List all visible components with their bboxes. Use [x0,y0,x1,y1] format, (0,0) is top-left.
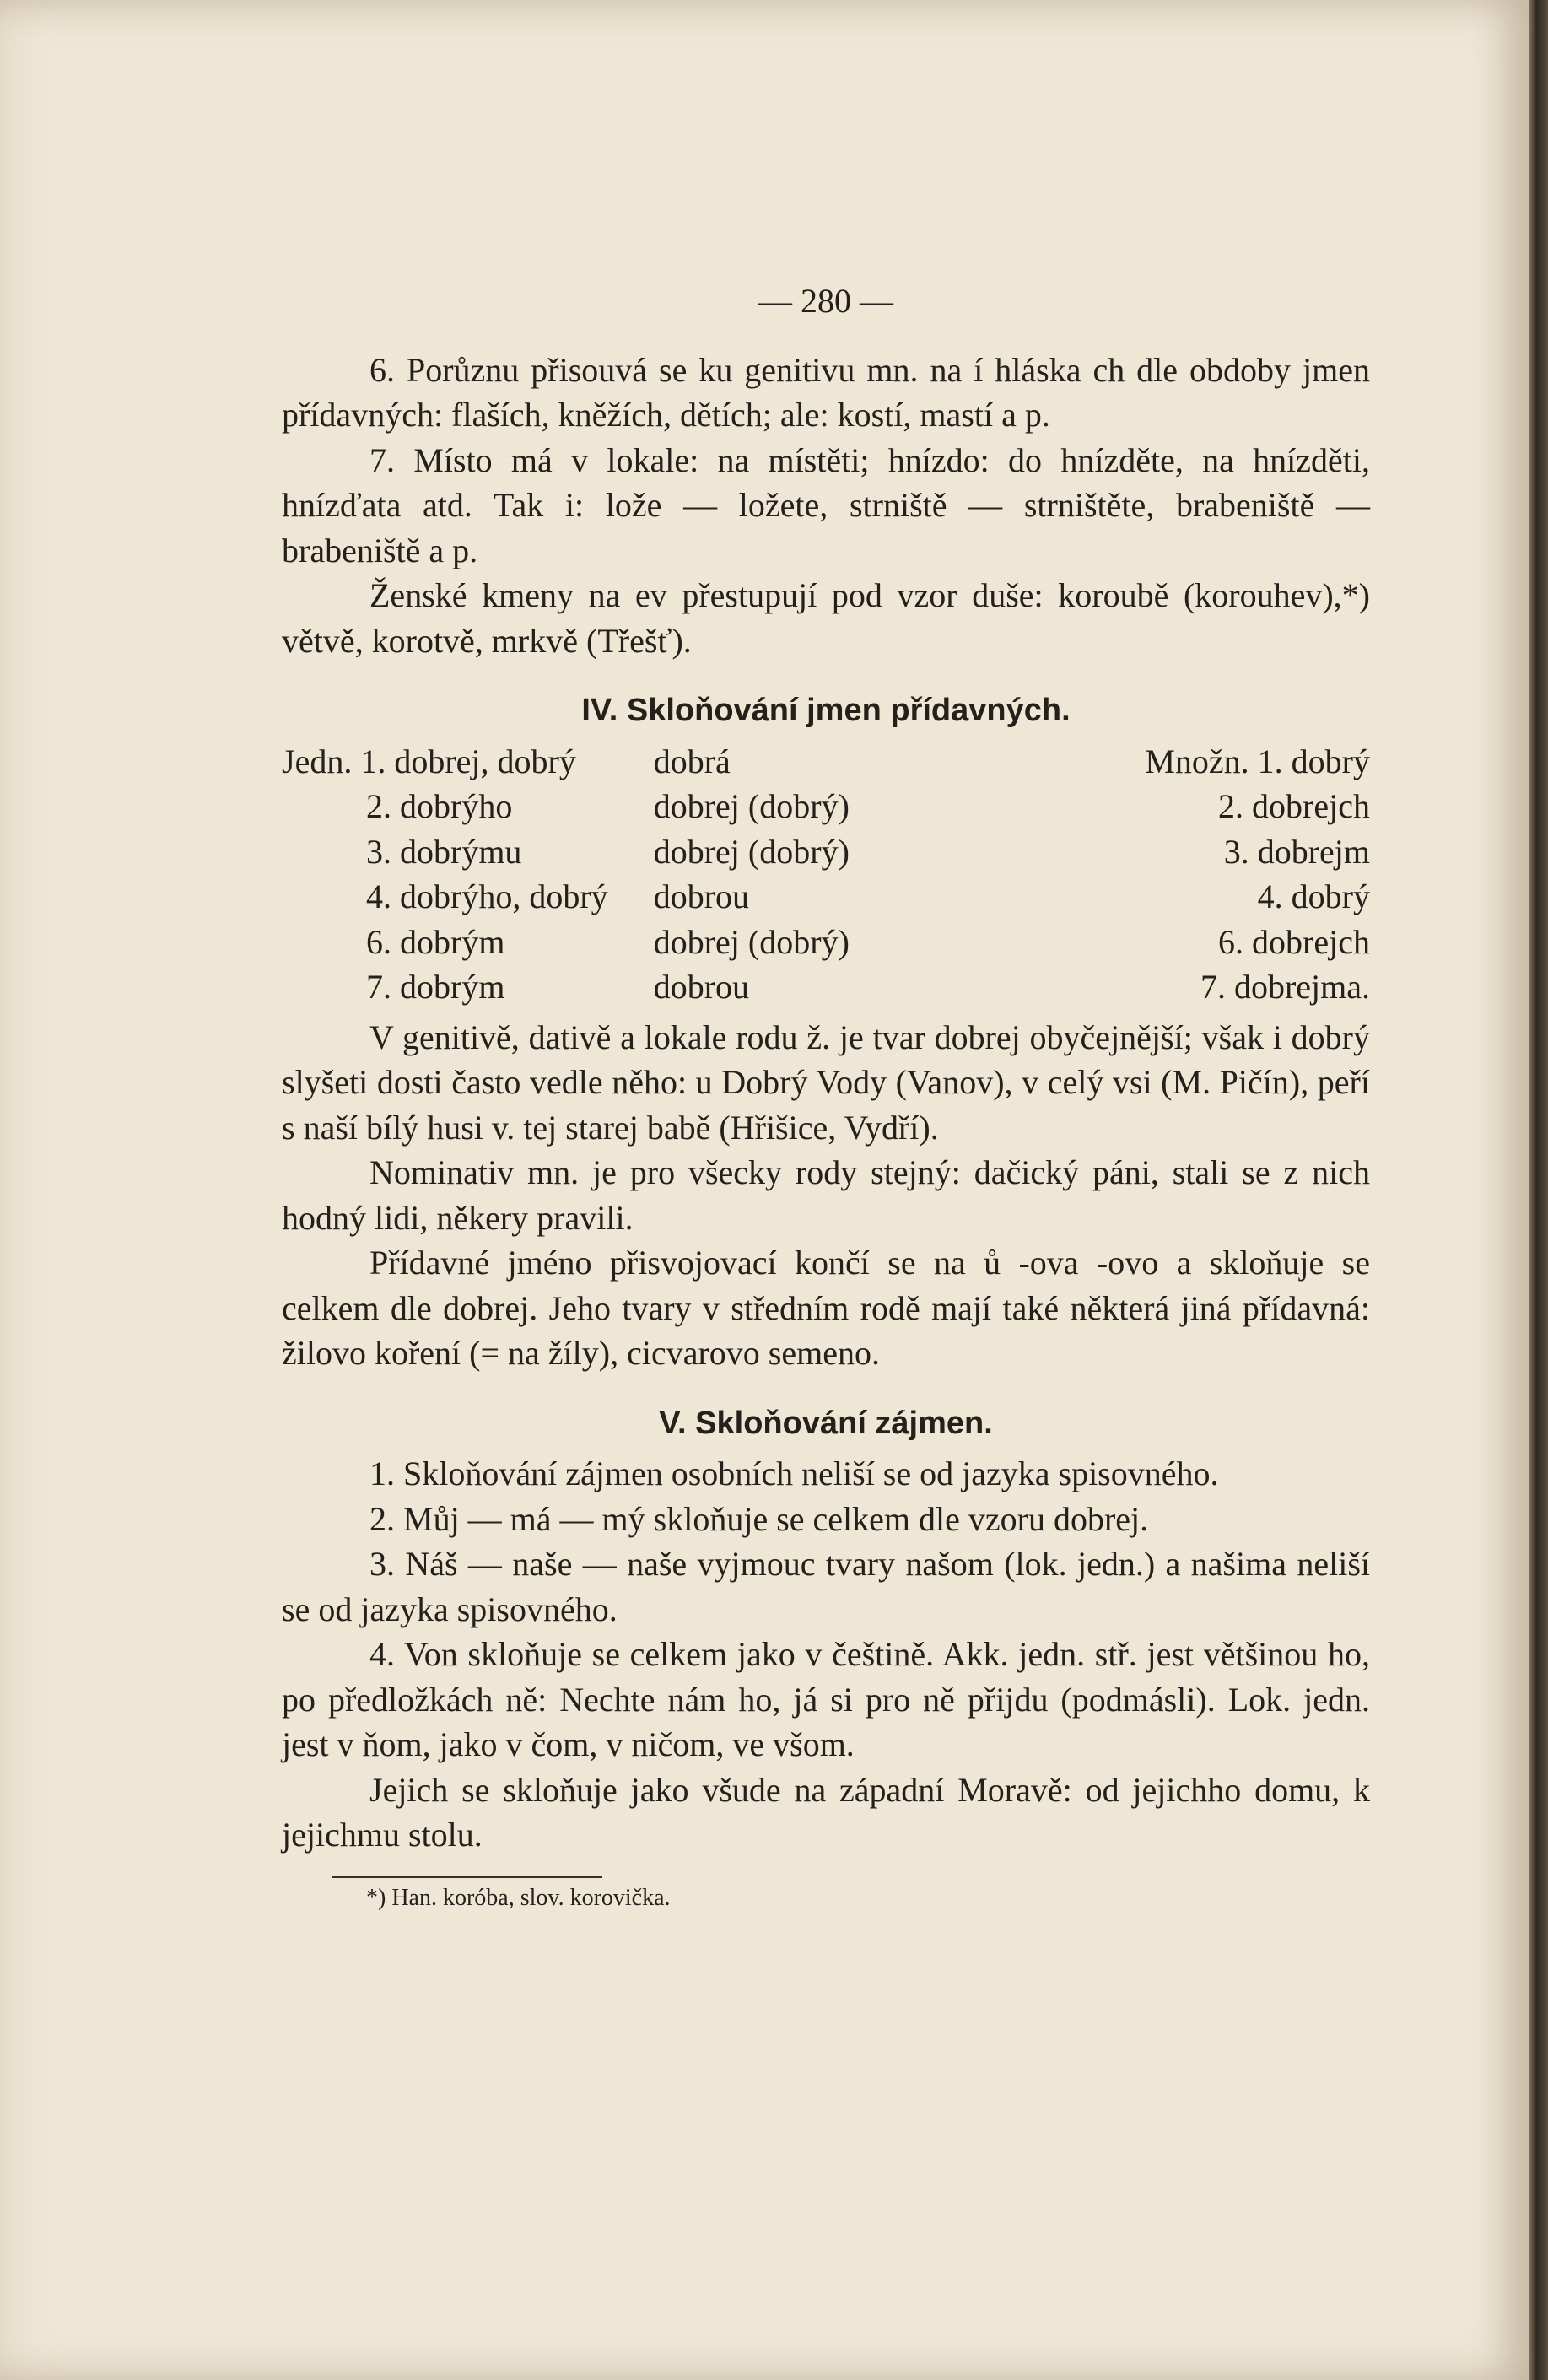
table-cell: dobrá [653,742,731,780]
table-cell: 7. dobrejma. [1200,968,1370,1006]
table-cell: dobrou [653,968,750,1006]
table-row [282,829,1370,875]
paragraph: Jejich se skloňuje jako všude na západní Moravě: od jejichho domu, k jejichmu stolu. [282,1770,1370,1854]
table-cell: Jedn. 1. dobrej, dobrý [282,742,576,780]
section-heading: IV. Skloňování jmen přídavných. [581,693,1071,728]
paragraph: 1. Skloňování zájmen osobních neliší se od jazyka spisovného. [369,1454,1219,1492]
footnote-divider [332,1876,602,1878]
table-cell: dobrej (dobrý) [653,832,850,871]
table-cell: dobrej (dobrý) [653,922,850,961]
page-content [282,278,1370,1913]
table-cell: 7. dobrým [366,968,505,1006]
page-number: — 280 — [758,282,893,320]
paragraph: Nominativ mn. je pro všecky rody stejný: dačický páni, stali se z nich hodný lidi, někery pravili. [282,1153,1370,1237]
table-cell: 6. dobrým [366,922,505,961]
table-row [282,920,1370,965]
table-row [282,964,1370,1010]
table-cell: dobrou [653,877,750,915]
paragraph: V genitivě, dativě a lokale rodu ž. je tvar dobrej obyčejnější; však i dobrý slyšeti dosti často vedle něho: u Dobrý Vody (Vanov), v celý vsi (M. Pičín), peří s naší bílý husi v. tej starej babě (Hřišice, Vydří). [282,1017,1370,1147]
declension-table [282,739,1370,1010]
paragraph: 7. Místo má v lokale: na místěti; hnízdo: do hnízděte, na hnízděti, hnízďata atd. Tak i: lože — ložete, strniště — strništěte, brabeniště — brabeniště a p. [282,440,1370,569]
table-cell: 4. dobrýho, dobrý [366,877,608,915]
table-cell: 2. dobrýho [366,787,513,825]
table-cell: dobrej (dobrý) [653,787,850,825]
paragraph: 4. Von skloňuje se celkem jako v češtině. Akk. jedn. stř. jest většinou ho, po předložkách ně: Nechte nám ho, já si pro ně přijdu (podmásli). Lok. jedn. jest v ňom, jako v čom, v ničom, ve všom. [282,1635,1370,1763]
paragraph: Přídavné jméno přisvojovací končí se na ů -ova -ovo a skloňuje se celkem dle dobrej. Jeho tvary v středním rodě mají také některá jiná přídavná: žilovo koření (= na žíly), cicvarovo semeno. [282,1244,1370,1372]
paragraph: Ženské kmeny na ev přestupují pod vzor duše: koroubě (korouhev),*) větvě, korotvě, mrkvě (Třešť). [282,576,1370,660]
table-cell: 3. dobrýmu [366,832,522,871]
table-row [282,784,1370,829]
table-row [282,874,1370,920]
section-heading: V. Skloňování zájmen. [659,1405,993,1441]
table-cell: 2. dobrejch [1218,787,1370,825]
footnote: *) Han. koróba, slov. korovička. [366,1884,671,1911]
paragraph: 6. Porůznu přisouvá se ku genitivu mn. na í hláska ch dle obdoby jmen přídavných: flaších, kněžích, dětích; ale: kostí, mastí a p. [282,350,1370,434]
table-cell: 6. dobrejch [1218,922,1370,961]
table-row [282,739,1370,785]
binding-edge [1529,0,1548,2380]
table-cell: Množn. 1. dobrý [1145,742,1370,780]
paragraph: 2. Můj — má — mý skloňuje se celkem dle vzoru dobrej. [369,1499,1149,1538]
table-cell: 4. dobrý [1257,877,1370,915]
paragraph: 3. Náš — naše — naše vyjmouc tvary našom (lok. jedn.) a našima neliší se od jazyka spisovného. [282,1545,1370,1628]
table-cell: 3. dobrejm [1223,832,1370,871]
